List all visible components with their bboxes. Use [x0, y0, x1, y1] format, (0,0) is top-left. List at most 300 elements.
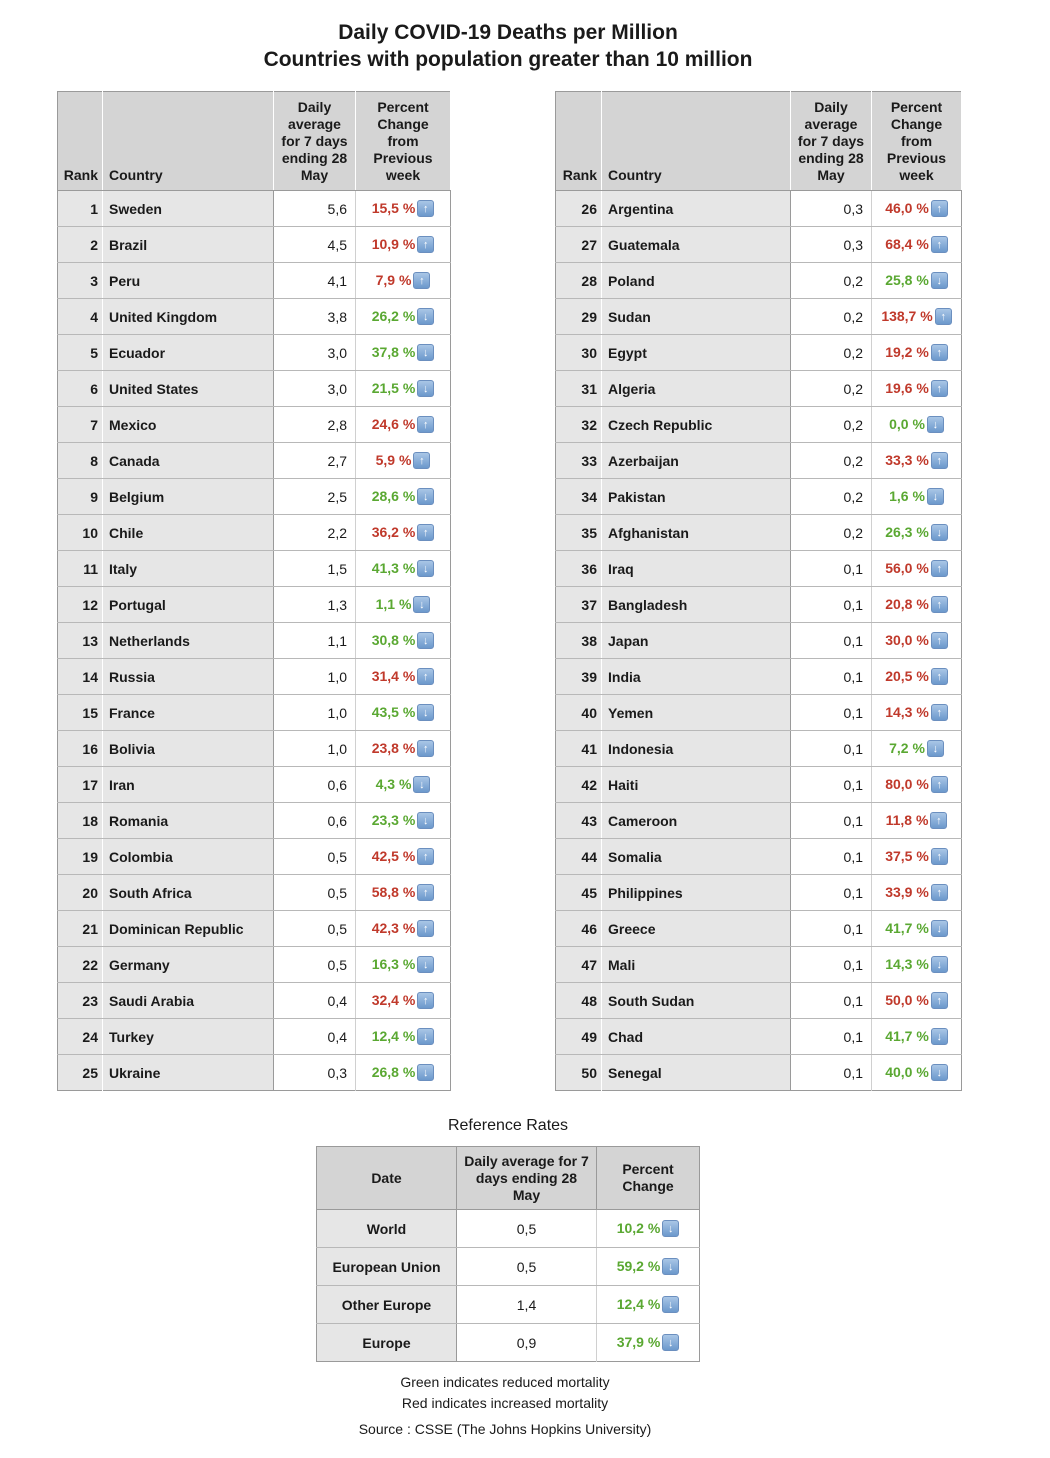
- daily-average-cell: 0,1: [791, 767, 872, 803]
- percent-change-cell: [872, 227, 962, 263]
- country-cell: India: [602, 659, 791, 695]
- percent-change-value: 24,6 %: [371, 415, 416, 432]
- percent-change-cell: [872, 515, 962, 551]
- title-line-1: Daily COVID-19 Deaths per Million: [338, 21, 678, 44]
- arrow-down-icon: ↓: [927, 740, 944, 757]
- table-row: [58, 299, 451, 335]
- percent-change-cell: [356, 371, 451, 407]
- daily-average-cell: 0,1: [791, 983, 872, 1019]
- country-cell: Greece: [602, 911, 791, 947]
- rank-cell: 23: [58, 983, 103, 1019]
- country-cell: Mali: [602, 947, 791, 983]
- percent-change-value: 59,2 %: [616, 1257, 661, 1274]
- arrow-up-icon: ↑: [931, 884, 948, 901]
- reference-average-cell: 0,5: [457, 1210, 597, 1248]
- arrow-up-icon: ↑: [931, 380, 948, 397]
- country-cell: Ukraine: [103, 1055, 274, 1091]
- table-row: [556, 227, 962, 263]
- country-cell: Czech Republic: [602, 407, 791, 443]
- percent-change-cell: [872, 623, 962, 659]
- rank-cell: 43: [556, 803, 602, 839]
- percent-change-value: 42,5 %: [371, 847, 416, 864]
- arrow-down-icon: ↓: [417, 560, 434, 577]
- arrow-up-icon: ↑: [931, 200, 948, 217]
- percent-change-value: 19,2 %: [885, 343, 929, 360]
- country-cell: Indonesia: [602, 731, 791, 767]
- rank-cell: 29: [556, 299, 602, 335]
- table-row: [556, 695, 962, 731]
- percent-change-cell: [356, 335, 451, 371]
- daily-average-cell: 3,8: [274, 299, 356, 335]
- arrow-down-icon: ↓: [417, 308, 434, 325]
- table-row: [556, 479, 962, 515]
- percent-change-value: 19,6 %: [885, 379, 929, 396]
- rank-cell: 48: [556, 983, 602, 1019]
- table-row: [58, 947, 451, 983]
- percent-change-value: 20,5 %: [885, 667, 929, 684]
- rank-cell: 28: [556, 263, 602, 299]
- percent-change-cell: [872, 947, 962, 983]
- rank-cell: 41: [556, 731, 602, 767]
- percent-change-value: 37,8 %: [371, 343, 416, 360]
- table-row: [58, 695, 451, 731]
- percent-change-value: 43,5 %: [371, 703, 416, 720]
- rank-cell: 18: [58, 803, 103, 839]
- percent-change-cell: [356, 191, 451, 227]
- arrow-up-icon: ↑: [935, 308, 952, 325]
- percent-change-cell: [872, 731, 962, 767]
- arrow-down-icon: ↓: [662, 1258, 679, 1275]
- country-cell: United States: [103, 371, 274, 407]
- country-cell: France: [103, 695, 274, 731]
- percent-change-value: 16,3 %: [371, 955, 416, 972]
- percent-change-cell: [356, 911, 451, 947]
- daily-average-cell: 0,5: [274, 875, 356, 911]
- daily-average-cell: 0,6: [274, 767, 356, 803]
- table-row: [556, 407, 962, 443]
- percent-change-cell: [872, 191, 962, 227]
- country-cell: Italy: [103, 551, 274, 587]
- country-cell: Ecuador: [103, 335, 274, 371]
- country-cell: Haiti: [602, 767, 791, 803]
- percent-change-cell: [872, 479, 962, 515]
- percent-change-value: 33,3 %: [885, 451, 929, 468]
- daily-average-cell: 0,2: [791, 515, 872, 551]
- table-row: [58, 443, 451, 479]
- arrow-down-icon: ↓: [417, 1064, 434, 1081]
- rank-cell: 8: [58, 443, 103, 479]
- daily-average-cell: 0,2: [791, 299, 872, 335]
- table-row: [556, 623, 962, 659]
- arrow-up-icon: ↑: [417, 524, 434, 541]
- country-cell: Romania: [103, 803, 274, 839]
- percent-change-value: 58,8 %: [371, 883, 416, 900]
- title-line-2: Countries with population greater than 10 million: [263, 48, 753, 71]
- arrow-up-icon: ↑: [417, 236, 434, 253]
- percent-change-cell: [872, 875, 962, 911]
- percent-change-cell: [597, 1210, 700, 1248]
- arrow-down-icon: ↓: [417, 488, 434, 505]
- percent-change-cell: [872, 335, 962, 371]
- percent-change-cell: [872, 983, 962, 1019]
- percent-change-value: 68,4 %: [885, 235, 929, 252]
- arrow-up-icon: ↑: [931, 848, 948, 865]
- arrow-down-icon: ↓: [931, 524, 948, 541]
- percent-change-value: 12,4 %: [616, 1295, 661, 1312]
- arrow-up-icon: ↑: [931, 560, 948, 577]
- table-row: [58, 839, 451, 875]
- table-row: [556, 947, 962, 983]
- daily-average-cell: 0,1: [791, 839, 872, 875]
- daily-average-cell: 0,4: [274, 1019, 356, 1055]
- daily-average-cell: 0,3: [791, 191, 872, 227]
- percent-change-cell: [356, 587, 451, 623]
- percent-change-value: 42,3 %: [371, 919, 416, 936]
- rank-cell: 17: [58, 767, 103, 803]
- percent-change-cell: [356, 767, 451, 803]
- percent-change-value: 14,3 %: [885, 955, 929, 972]
- rank-cell: 36: [556, 551, 602, 587]
- reference-percent-header: Percent Change: [597, 1147, 700, 1210]
- rank-cell: 25: [58, 1055, 103, 1091]
- country-cell: Yemen: [602, 695, 791, 731]
- reference-row: [317, 1210, 700, 1248]
- percent-change-cell: [356, 731, 451, 767]
- arrow-up-icon: ↑: [417, 884, 434, 901]
- arrow-down-icon: ↓: [931, 956, 948, 973]
- page-title: [0, 19, 1016, 73]
- percent-change-value: 15,5 %: [371, 199, 416, 216]
- rank-cell: 40: [556, 695, 602, 731]
- daily-average-cell: 1,1: [274, 623, 356, 659]
- percent-change-header: Percent Change from Previous week: [872, 92, 962, 191]
- arrow-down-icon: ↓: [662, 1296, 679, 1313]
- percent-change-value: 30,8 %: [371, 631, 416, 648]
- daily-average-cell: 3,0: [274, 371, 356, 407]
- percent-change-value: 41,7 %: [885, 1027, 929, 1044]
- percent-change-cell: [872, 695, 962, 731]
- rank-cell: 10: [58, 515, 103, 551]
- table-row: [556, 1055, 962, 1091]
- table-row: [556, 371, 962, 407]
- arrow-up-icon: ↑: [931, 776, 948, 793]
- percent-change-header: Percent Change from Previous week: [356, 92, 451, 191]
- arrow-down-icon: ↓: [417, 380, 434, 397]
- percent-change-cell: [356, 1019, 451, 1055]
- reference-label-cell: Europe: [317, 1324, 457, 1362]
- rank-cell: 42: [556, 767, 602, 803]
- table-row: [556, 731, 962, 767]
- rank-cell: 19: [58, 839, 103, 875]
- daily-average-cell: 3,0: [274, 335, 356, 371]
- country-cell: Chad: [602, 1019, 791, 1055]
- rank-cell: 39: [556, 659, 602, 695]
- percent-change-value: 11,8 %: [885, 811, 929, 828]
- reference-average-cell: 0,9: [457, 1324, 597, 1362]
- rank-cell: 35: [556, 515, 602, 551]
- percent-change-cell: [356, 407, 451, 443]
- country-cell: Canada: [103, 443, 274, 479]
- country-cell: Somalia: [602, 839, 791, 875]
- rank-cell: 12: [58, 587, 103, 623]
- rank-cell: 49: [556, 1019, 602, 1055]
- table-row: [58, 587, 451, 623]
- arrow-up-icon: ↑: [417, 668, 434, 685]
- rank-header: Rank: [58, 92, 103, 191]
- table-row: [58, 803, 451, 839]
- arrow-down-icon: ↓: [417, 344, 434, 361]
- rank-cell: 15: [58, 695, 103, 731]
- country-cell: Russia: [103, 659, 274, 695]
- table-row: [556, 263, 962, 299]
- percent-change-cell: [597, 1324, 700, 1362]
- ranking-table-left: [57, 91, 451, 1091]
- rank-cell: 7: [58, 407, 103, 443]
- percent-change-value: 7,9 %: [375, 271, 412, 288]
- table-row: [58, 659, 451, 695]
- country-header: Country: [103, 92, 274, 191]
- rank-cell: 4: [58, 299, 103, 335]
- percent-change-value: 26,3 %: [885, 523, 929, 540]
- rank-cell: 33: [556, 443, 602, 479]
- daily-average-cell: 0,5: [274, 839, 356, 875]
- reference-row: [317, 1248, 700, 1286]
- table-row: [556, 299, 962, 335]
- country-cell: Iran: [103, 767, 274, 803]
- percent-change-value: 4,3 %: [375, 775, 412, 792]
- percent-change-cell: [872, 767, 962, 803]
- daily-average-cell: 4,1: [274, 263, 356, 299]
- arrow-up-icon: ↑: [931, 668, 948, 685]
- reference-label-cell: World: [317, 1210, 457, 1248]
- percent-change-value: 20,8 %: [885, 595, 929, 612]
- percent-change-cell: [356, 227, 451, 263]
- percent-change-value: 41,3 %: [371, 559, 416, 576]
- percent-change-cell: [356, 263, 451, 299]
- rank-cell: 1: [58, 191, 103, 227]
- percent-change-cell: [872, 371, 962, 407]
- table-row: [556, 551, 962, 587]
- country-cell: Mexico: [103, 407, 274, 443]
- table-row: [58, 371, 451, 407]
- arrow-down-icon: ↓: [927, 488, 944, 505]
- percent-change-cell: [872, 1019, 962, 1055]
- daily-average-cell: 0,2: [791, 407, 872, 443]
- percent-change-cell: [356, 1055, 451, 1091]
- arrow-up-icon: ↑: [417, 200, 434, 217]
- table-row: [556, 983, 962, 1019]
- daily-average-cell: 0,5: [274, 947, 356, 983]
- daily-average-cell: 0,5: [274, 911, 356, 947]
- percent-change-cell: [872, 551, 962, 587]
- percent-change-value: 37,5 %: [885, 847, 929, 864]
- daily-average-cell: 2,5: [274, 479, 356, 515]
- country-cell: Egypt: [602, 335, 791, 371]
- country-cell: Senegal: [602, 1055, 791, 1091]
- arrow-up-icon: ↑: [417, 920, 434, 937]
- percent-change-value: 23,3 %: [371, 811, 416, 828]
- percent-change-cell: [872, 659, 962, 695]
- country-cell: Peru: [103, 263, 274, 299]
- reference-rates-table: [316, 1146, 700, 1362]
- percent-change-cell: [872, 803, 962, 839]
- daily-average-cell: 1,3: [274, 587, 356, 623]
- daily-average-cell: 0,1: [791, 1019, 872, 1055]
- percent-change-value: 26,2 %: [371, 307, 416, 324]
- rank-cell: 45: [556, 875, 602, 911]
- table-row: [556, 839, 962, 875]
- reference-average-header: Daily average for 7 days ending 28 May: [457, 1147, 597, 1210]
- percent-change-cell: [597, 1248, 700, 1286]
- rank-cell: 16: [58, 731, 103, 767]
- rank-cell: 6: [58, 371, 103, 407]
- country-cell: Philippines: [602, 875, 791, 911]
- daily-average-cell: 0,1: [791, 587, 872, 623]
- table-row: [556, 803, 962, 839]
- percent-change-value: 80,0 %: [885, 775, 929, 792]
- rank-cell: 38: [556, 623, 602, 659]
- daily-average-cell: 0,3: [274, 1055, 356, 1091]
- percent-change-value: 46,0 %: [885, 199, 929, 216]
- percent-change-cell: [356, 623, 451, 659]
- arrow-down-icon: ↓: [927, 416, 944, 433]
- daily-average-cell: 0,3: [791, 227, 872, 263]
- reference-header-row: [317, 1147, 700, 1210]
- percent-change-cell: [356, 443, 451, 479]
- arrow-up-icon: ↑: [417, 740, 434, 757]
- percent-change-value: 56,0 %: [885, 559, 929, 576]
- daily-average-cell: 0,1: [791, 623, 872, 659]
- percent-change-value: 26,8 %: [371, 1063, 416, 1080]
- percent-change-cell: [872, 263, 962, 299]
- daily-average-cell: 0,1: [791, 911, 872, 947]
- arrow-down-icon: ↓: [417, 704, 434, 721]
- country-cell: Chile: [103, 515, 274, 551]
- percent-change-cell: [872, 911, 962, 947]
- percent-change-value: 5,9 %: [375, 451, 412, 468]
- rank-cell: 47: [556, 947, 602, 983]
- rank-cell: 32: [556, 407, 602, 443]
- country-cell: Germany: [103, 947, 274, 983]
- rank-cell: 14: [58, 659, 103, 695]
- percent-change-value: 0,0 %: [889, 415, 925, 432]
- country-cell: Japan: [602, 623, 791, 659]
- daily-average-cell: 0,1: [791, 659, 872, 695]
- percent-change-value: 23,8 %: [371, 739, 416, 756]
- arrow-up-icon: ↑: [413, 272, 430, 289]
- percent-change-value: 28,6 %: [371, 487, 416, 504]
- percent-change-cell: [356, 479, 451, 515]
- rank-cell: 9: [58, 479, 103, 515]
- table-row: [556, 515, 962, 551]
- percent-change-value: 138,7 %: [881, 307, 933, 324]
- rank-cell: 27: [556, 227, 602, 263]
- table-row: [58, 335, 451, 371]
- daily-average-cell: 0,2: [791, 479, 872, 515]
- percent-change-value: 32,4 %: [371, 991, 416, 1008]
- country-cell: Bolivia: [103, 731, 274, 767]
- country-cell: Algeria: [602, 371, 791, 407]
- percent-change-cell: [356, 983, 451, 1019]
- arrow-down-icon: ↓: [931, 1064, 948, 1081]
- percent-change-value: 10,2 %: [616, 1219, 661, 1236]
- rank-cell: 31: [556, 371, 602, 407]
- percent-change-cell: [872, 443, 962, 479]
- ranking-rows-right: [556, 191, 962, 1091]
- daily-average-cell: 0,1: [791, 875, 872, 911]
- arrow-down-icon: ↓: [413, 596, 430, 613]
- country-cell: Cameroon: [602, 803, 791, 839]
- arrow-up-icon: ↑: [417, 992, 434, 1009]
- table-row: [58, 767, 451, 803]
- reference-label-cell: Other Europe: [317, 1286, 457, 1324]
- percent-change-value: 21,5 %: [371, 379, 416, 396]
- arrow-up-icon: ↑: [930, 812, 947, 829]
- country-cell: Dominican Republic: [103, 911, 274, 947]
- table-row: [58, 227, 451, 263]
- table-row: [58, 479, 451, 515]
- daily-average-cell: 2,7: [274, 443, 356, 479]
- rank-cell: 46: [556, 911, 602, 947]
- percent-change-value: 14,3 %: [885, 703, 929, 720]
- arrow-down-icon: ↓: [931, 272, 948, 289]
- country-cell: South Africa: [103, 875, 274, 911]
- daily-average-cell: 1,0: [274, 695, 356, 731]
- rank-cell: 13: [58, 623, 103, 659]
- table-row: [556, 875, 962, 911]
- daily-average-cell: 1,5: [274, 551, 356, 587]
- percent-change-value: 37,9 %: [616, 1333, 661, 1350]
- country-cell: Turkey: [103, 1019, 274, 1055]
- reference-label-cell: European Union: [317, 1248, 457, 1286]
- reference-row: [317, 1286, 700, 1324]
- daily-average-header: Daily average for 7 days ending 28 May: [791, 92, 872, 191]
- reference-rows: [317, 1210, 700, 1362]
- daily-average-cell: 4,5: [274, 227, 356, 263]
- arrow-down-icon: ↓: [931, 920, 948, 937]
- table-row: [58, 875, 451, 911]
- percent-change-cell: [872, 839, 962, 875]
- rank-cell: 50: [556, 1055, 602, 1091]
- rank-cell: 26: [556, 191, 602, 227]
- daily-average-cell: 0,6: [274, 803, 356, 839]
- arrow-down-icon: ↓: [417, 1028, 434, 1045]
- country-cell: Saudi Arabia: [103, 983, 274, 1019]
- daily-average-cell: 2,8: [274, 407, 356, 443]
- table-row: [58, 515, 451, 551]
- country-cell: Bangladesh: [602, 587, 791, 623]
- daily-average-cell: 0,1: [791, 947, 872, 983]
- daily-average-cell: 0,4: [274, 983, 356, 1019]
- rank-cell: 34: [556, 479, 602, 515]
- rank-cell: 20: [58, 875, 103, 911]
- percent-change-cell: [872, 587, 962, 623]
- percent-change-cell: [356, 803, 451, 839]
- percent-change-cell: [356, 839, 451, 875]
- arrow-down-icon: ↓: [417, 632, 434, 649]
- country-cell: Afghanistan: [602, 515, 791, 551]
- percent-change-cell: [356, 659, 451, 695]
- percent-change-value: 30,0 %: [885, 631, 929, 648]
- percent-change-value: 10,9 %: [371, 235, 416, 252]
- percent-change-value: 1,1 %: [375, 595, 412, 612]
- table-row: [58, 731, 451, 767]
- daily-average-cell: 0,2: [791, 263, 872, 299]
- rank-cell: 3: [58, 263, 103, 299]
- percent-change-cell: [356, 875, 451, 911]
- country-cell: Sudan: [602, 299, 791, 335]
- percent-change-cell: [356, 947, 451, 983]
